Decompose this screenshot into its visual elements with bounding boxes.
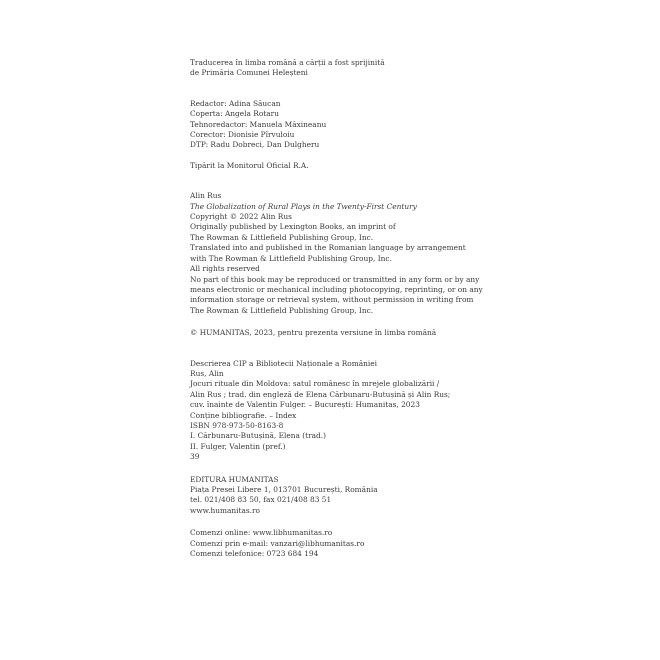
rights-line: Originally published by Lexington Books, an imprint of [190,222,396,232]
publisher-name: EDITURA HUMANITAS [190,474,279,484]
printer-note [190,161,490,171]
original-edition-info [190,191,490,316]
order-phone: Comenzi telefonice: 0723 684 194 [190,549,319,559]
credit-dtp: DTP: Radu Dobreci, Dan Dulgheru [190,140,320,150]
original-title: The Globalization of Rural Plays in the Twenty-First Century [190,201,417,211]
rights-line: means electronic or mechanical including photocopying, reprinting, or on any [190,284,483,294]
publisher-address [190,475,490,517]
cip-line: 39 [190,452,200,462]
romanian-copyright [190,328,490,338]
cip-line: Jocuri rituale din Moldova: satul românesc în mrejele globalizării / [190,379,440,389]
publisher-website: www.humanitas.ro [190,505,261,515]
cip-line: ISBN 978-973-50-8163-8 [190,420,284,430]
credit-cover: Coperta: Angela Rotaru [190,109,279,119]
rights-line: No part of this book may be reproduced or transmitted in any form or by any [190,274,480,284]
support-line: de Primăria Comunei Heleșteni [190,68,308,78]
editorial-credits [190,99,490,151]
cip-line: Descrierea CIP a Bibliotecii Naționale a României [190,358,378,368]
translation-support-note [190,58,490,79]
credit-proofreader: Corector: Dionisie Pîrvuloiu [190,130,295,140]
rights-line: Translated into and published in the Romanian language by arrangement [190,243,466,253]
rights-line: information storage or retrieval system, without permission in writing from [190,295,474,305]
publisher-street: Piața Presei Libere 1, 013701 București, România [190,485,378,494]
cip-line: Alin Rus ; trad. din engleză de Elena Cărbunaru-Butușină și Alin Rus; [190,389,451,399]
rights-line: The Rowman & Littlefield Publishing Group, Inc. [190,232,374,242]
rights-line: The Rowman & Littlefield Publishing Group, Inc. [190,305,374,315]
credit-editor: Redactor: Adina Săucan [190,98,281,108]
romanian-copyright-line: © HUMANITAS, 2023, pentru prezenta versiune în limba română [190,328,437,338]
publisher-phone: tel. 021/408 83 50, fax 021/408 83 51 [190,495,332,505]
cip-line: cuv. înainte de Valentin Fulger. – București: Humanitas, 2023 [190,400,420,410]
rights-line: All rights reserved [190,264,260,274]
rights-line: Copyright © 2022 Alin Rus [190,212,292,222]
cip-description [190,359,490,463]
cip-line: Conține bibliografie. – Index [190,410,297,420]
copyright-page [190,58,490,559]
credit-typesetter: Tehnoredactor: Manuela Măxineanu [190,119,327,129]
cip-line: II. Fulger, Valentin (pref.) [190,441,286,451]
cip-line: Rus, Alin [190,368,224,378]
order-online: Comenzi online: www.libhumanitas.ro [190,528,333,538]
rights-line: with The Rowman & Littlefield Publishing Group, Inc. [190,253,392,263]
cip-line: I. Cărbunaru-Butușină, Elena (trad.) [190,431,327,441]
order-email: Comenzi prin e-mail: vanzari@libhumanitas.ro [190,538,365,548]
support-line: Traducerea în limba română a cărții a fost sprijinită [190,58,385,67]
printer-line: Tipărit la Monitorul Oficial R.A. [190,160,309,170]
order-info [190,528,490,559]
original-author: Alin Rus [190,191,222,201]
